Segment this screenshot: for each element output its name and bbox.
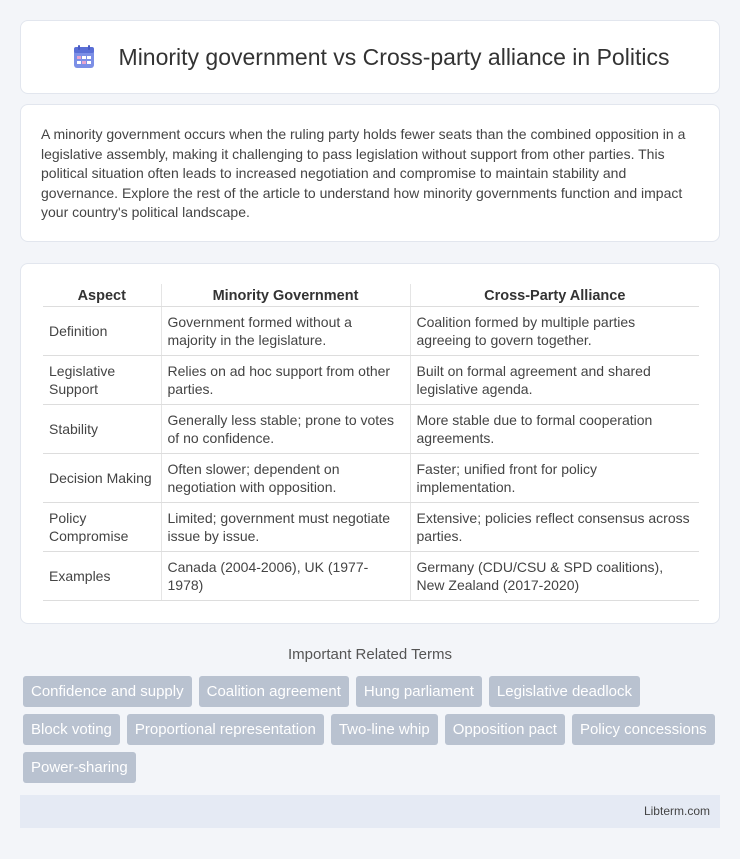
cell-aspect: Definition [43, 307, 161, 356]
cell-minority: Often slower; dependent on negotiation with opposition. [161, 454, 410, 503]
cell-aspect: Examples [43, 552, 161, 601]
comparison-card [20, 263, 720, 624]
cell-minority: Limited; government must negotiate issue by issue. [161, 503, 410, 552]
cell-alliance: Coalition formed by multiple parties agreeing to govern together. [410, 307, 699, 356]
header-cross-party-alliance: Cross-Party Alliance [410, 284, 699, 307]
footer [20, 795, 720, 828]
page-title: Minority government vs Cross-party alliance in Politics [118, 43, 670, 70]
intro-card [20, 104, 720, 242]
tag-link[interactable]: Two-line whip [331, 714, 438, 745]
cell-aspect: Stability [43, 405, 161, 454]
related-terms-heading: Important Related Terms [288, 646, 452, 663]
cell-minority: Canada (2004-2006), UK (1977-1978) [161, 552, 410, 601]
table-row [43, 503, 699, 552]
cell-alliance: Extensive; policies reflect consensus across parties. [410, 503, 699, 552]
cell-alliance: Built on formal agreement and shared legislative agenda. [410, 356, 699, 405]
table-row [43, 454, 699, 503]
related-terms-list [23, 676, 723, 783]
tag-link[interactable]: Proportional representation [127, 714, 324, 745]
cell-alliance: Germany (CDU/CSU & SPD coalitions), New Zealand (2017-2020) [410, 552, 699, 601]
cell-minority: Relies on ad hoc support from other parties. [161, 356, 410, 405]
cell-alliance: More stable due to formal cooperation agreements. [410, 405, 699, 454]
intro-text: A minority government occurs when the ruling party holds fewer seats than the combined opposition in a legislative assembly, making it challenging to pass legislation without support from other parties. This political situation often leads to increased negotiation and compromise to maintain stability and governance. Explore the rest of the article to understand how minority governments function and impact your country's political landscape. [41, 126, 686, 220]
tag-link[interactable]: Coalition agreement [199, 676, 349, 707]
comparison-table [43, 284, 699, 601]
cell-aspect: Decision Making [43, 454, 161, 503]
cell-minority: Government formed without a majority in the legislature. [161, 307, 410, 356]
tag-link[interactable]: Power-sharing [23, 752, 136, 783]
tag-link[interactable]: Policy concessions [572, 714, 715, 745]
header-aspect: Aspect [43, 284, 161, 307]
title-card [20, 20, 720, 94]
table-row [43, 307, 699, 356]
tag-link[interactable]: Block voting [23, 714, 120, 745]
cell-alliance: Faster; unified front for policy implementation. [410, 454, 699, 503]
tag-link[interactable]: Hung parliament [356, 676, 482, 707]
cell-aspect: Legislative Support [43, 356, 161, 405]
tag-link[interactable]: Legislative deadlock [489, 676, 640, 707]
header-minority-government: Minority Government [161, 284, 410, 307]
table-row [43, 552, 699, 601]
table-header-row [43, 284, 699, 307]
document-icon [71, 44, 97, 70]
table-row [43, 405, 699, 454]
tag-link[interactable]: Opposition pact [445, 714, 565, 745]
cell-minority: Generally less stable; prone to votes of no confidence. [161, 405, 410, 454]
tag-link[interactable]: Confidence and supply [23, 676, 192, 707]
footer-site-link[interactable]: Libterm.com [643, 804, 710, 818]
table-row [43, 356, 699, 405]
cell-aspect: Policy Compromise [43, 503, 161, 552]
